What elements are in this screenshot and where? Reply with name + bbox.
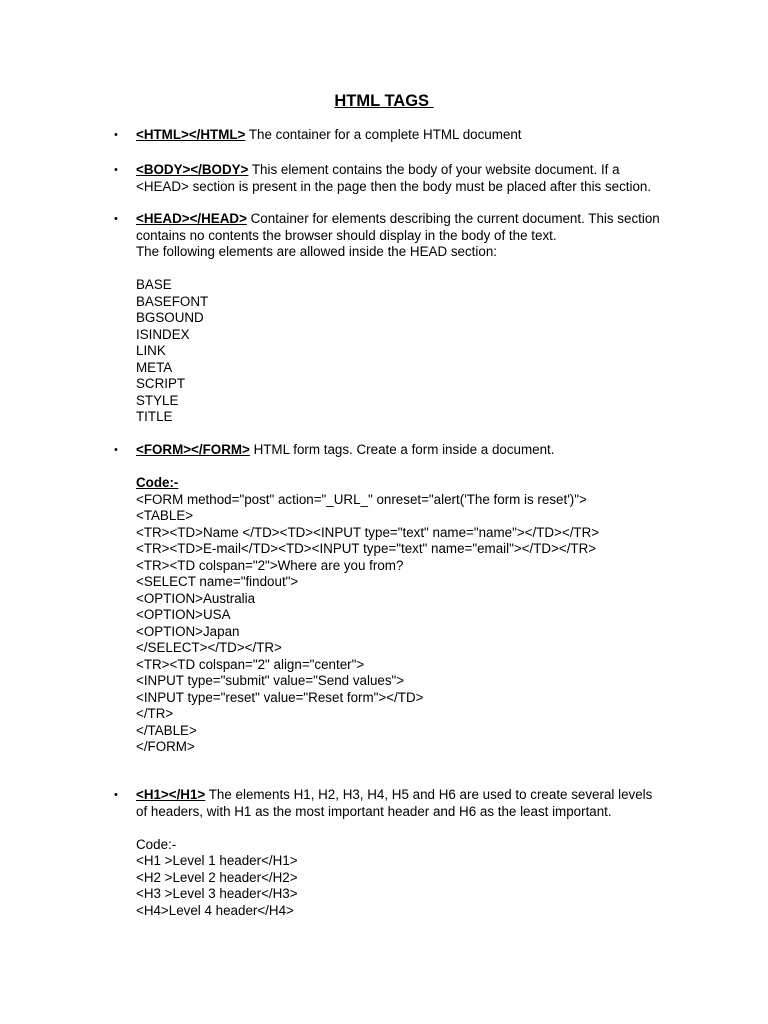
list-item-body (114, 162, 696, 195)
code-label-plain: Code:- (136, 836, 177, 852)
code-line: </FORM> (136, 739, 195, 754)
tag-description: The container for a complete HTML document (245, 127, 522, 142)
head-element: SCRIPT (136, 376, 186, 391)
head-element: STYLE (136, 392, 179, 408)
code-line: <H2 >Level 2 header</H2> (136, 869, 298, 885)
head-element: BASE (136, 277, 172, 292)
head-element: ISINDEX (136, 326, 190, 342)
code-line: <OPTION>USA (136, 607, 231, 622)
tag-name: <HEAD></HEAD> (136, 211, 247, 226)
bullet: • (114, 164, 118, 176)
list-item-h1 (114, 787, 696, 919)
bullet: • (114, 789, 118, 801)
code-line: <TR><TD colspan="2" align="center"> (136, 656, 365, 672)
code-line: <FORM method="post" action="_URL_" onreset="alert('The form is reset')"> (136, 491, 587, 507)
bullet: • (114, 213, 118, 225)
code-line: <INPUT type="reset" value="Reset form"></TD> (136, 689, 424, 705)
code-line: <H3 >Level 3 header</H3> (136, 886, 298, 901)
code-line: <TABLE> (136, 508, 194, 523)
code-line: <SELECT name="findout"> (136, 574, 299, 589)
list-item-html (114, 127, 696, 144)
tag-name: <BODY></BODY> (136, 162, 249, 177)
tag-name: <HTML></HTML> (136, 127, 246, 142)
tag-description: HTML form tags. Create a form inside a document. (249, 442, 555, 457)
bullet: • (114, 444, 118, 456)
tag-description-cont: contains no contents the browser should display in the body of the text. (136, 227, 557, 243)
list-item-form (114, 442, 696, 756)
code-line: <INPUT type="submit" value="Send values"> (136, 673, 405, 688)
code-line: <TR><TD>Name </TD><TD><INPUT type="text" name="name"></TD></TR> (136, 524, 600, 540)
tag-description-cont: <HEAD> section is present in the page then the body must be placed after this section. (136, 178, 652, 194)
tag-description: This element contains the body of your website document. If a (248, 162, 620, 177)
tag-description-cont: of headers, with H1 as the most important header and H6 as the least important. (136, 803, 612, 819)
head-element: LINK (136, 343, 166, 358)
head-element: BGSOUND (136, 310, 204, 325)
head-element: BASEFONT (136, 293, 209, 309)
code-line: </TR> (136, 706, 174, 721)
tag-description: Container for elements describing the current document. This section (246, 211, 660, 226)
code-line: <OPTION>Australia (136, 590, 256, 606)
code-line: <H4>Level 4 header</H4> (136, 902, 294, 918)
code-line: </TABLE> (136, 722, 197, 738)
code-line: <TR><TD>E-mail</TD><TD><INPUT type="text" name="email"></TD></TR> (136, 541, 597, 556)
tag-description-cont: The following elements are allowed inside the HEAD section: (136, 244, 497, 259)
head-element: META (136, 359, 173, 375)
tag-name: <FORM></FORM> (136, 442, 250, 457)
tag-description: The elements H1, H2, H3, H4, H5 and H6 are used to create several levels (205, 787, 653, 802)
code-line: <H1 >Level 1 header</H1> (136, 853, 298, 868)
code-label: Code:- (136, 475, 179, 490)
tag-name: <H1></H1> (136, 787, 206, 802)
bullet: • (114, 129, 118, 141)
code-line: <TR><TD colspan="2">Where are you from? (136, 557, 404, 573)
code-line: <OPTION>Japan (136, 623, 240, 639)
list-item-head (114, 211, 696, 426)
head-element: TITLE (136, 409, 173, 424)
code-line: </SELECT></TD></TR> (136, 640, 282, 655)
page-title: HTML TAGS (334, 92, 434, 110)
